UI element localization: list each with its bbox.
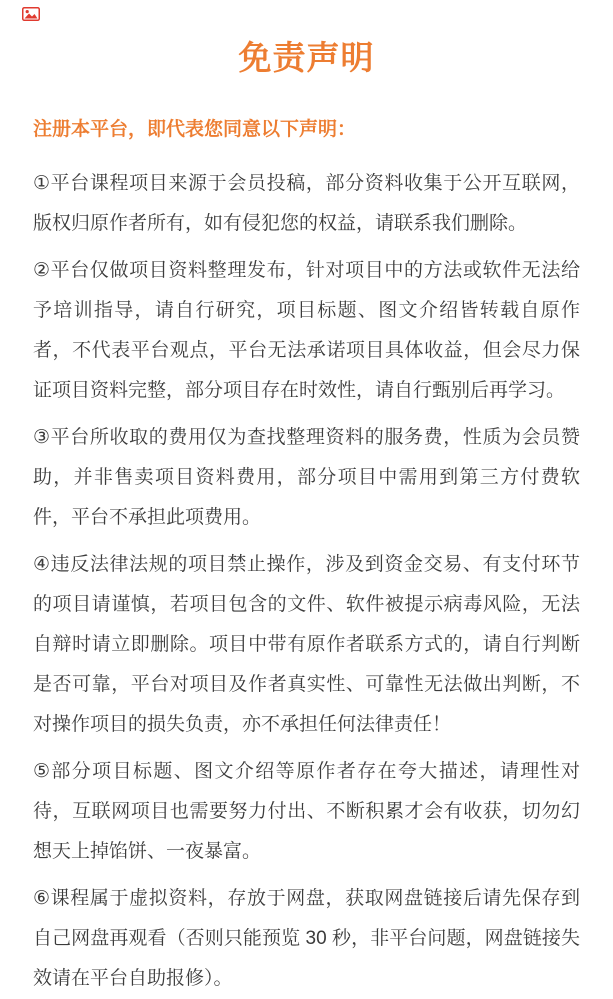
broken-image-icon xyxy=(22,7,40,21)
clause-5: ⑤部分项目标题、图文介绍等原作者存在夸大描述，请理性对待，互联网项目也需要努力付出、不断积累才会有收获，切勿幻想天上掉馅饼、一夜暴富。 xyxy=(33,761,580,862)
clause-3: ③平台所收取的费用仅为查找整理资料的服务费，性质为会员赞助，并非售卖项目资料费用，部分项目中需用到第三方付费软件，平台不承担此项费用。 xyxy=(33,427,580,528)
clause-2: ②平台仅做项目资料整理发布，针对项目中的方法或软件无法给予培训指导，请自行研究，项目标题、图文介绍皆转载自原作者，不代表平台观点，平台无法承诺项目具体收益，但会尽力保证项目资料完整，部分项目存在时效性，请自行甄别后再学习。 xyxy=(33,260,580,401)
clauses-list xyxy=(33,164,580,999)
intro-statement: 注册本平台，即代表您同意以下声明： xyxy=(33,119,357,140)
clause-1: ①平台课程项目来源于会员投稿，部分资料收集于公开互联网，版权归原作者所有，如有侵犯您的权益，请联系我们删除。 xyxy=(33,173,580,234)
page-title: 免责声明 xyxy=(238,39,375,76)
clause-6: ⑥课程属于虚拟资料，存放于网盘，获取网盘链接后请先保存到自己网盘再观看（否则只能预览 30 秒，非平台问题，网盘链接失效请在平台自助报修）。 xyxy=(33,888,580,989)
clause-4: ④违反法律法规的项目禁止操作，涉及到资金交易、有支付环节的项目请谨慎，若项目包含的文件、软件被提示病毒风险，无法自辩时请立即删除。项目中带有原作者联系方式的，请自行判断是否可靠，平台对项目及作者真实性、可靠性无法做出判断，不对操作项目的损失负责，亦不承担任何法律责任！ xyxy=(33,554,580,735)
